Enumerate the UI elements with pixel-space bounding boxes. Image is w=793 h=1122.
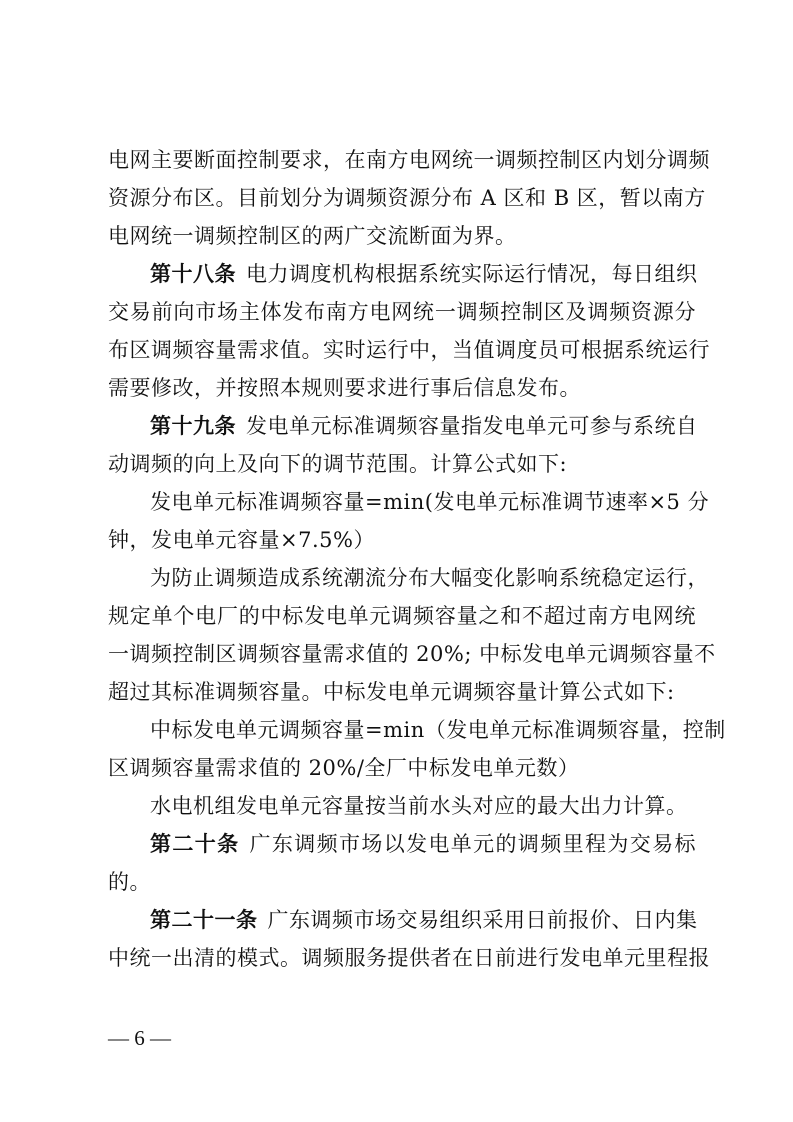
article-heading-line [150, 829, 696, 859]
paragraph-line [108, 601, 696, 631]
article-heading-line [150, 905, 696, 935]
line-text: 电网主要断面控制要求，在南方电网统一调频控制区内划分调频 [108, 148, 710, 172]
formula-line [108, 753, 696, 783]
line-text: 的。 [108, 870, 151, 894]
paragraph-line [108, 677, 696, 707]
paragraph-line [150, 791, 696, 821]
line-text: 广东调频市场以发电单元的调频里程为交易标 [249, 832, 697, 856]
line-text: 超过其标准调频容量。中标发电单元调频容量计算公式如下: [108, 680, 675, 704]
paragraph-line [108, 373, 696, 403]
paragraph-line [108, 297, 696, 327]
line-text: 广东调频市场交易组织采用日前报价、日内集 [267, 908, 698, 932]
paragraph-line [108, 867, 696, 897]
paragraph-line [108, 335, 710, 365]
paragraph-line [108, 221, 696, 251]
page-number: — 6 — [108, 1026, 171, 1050]
paragraph-line [108, 183, 706, 213]
line-text: 电力调度机构根据系统实际运行情况，每日组织 [246, 262, 698, 286]
line-text: 区调频容量需求值的 20%/全厂中标发电单元数） [108, 756, 580, 780]
line-text: 需要修改，并按照本规则要求进行事后信息发布。 [108, 376, 581, 400]
formula-line [108, 525, 696, 555]
paragraph-line [108, 449, 696, 479]
line-text: 规定单个电厂的中标发电单元调频容量之和不超过南方电网统 [108, 604, 696, 628]
line-text: 中标发电单元调频容量=min（发电单元标准调频容量，控制 [150, 718, 726, 742]
line-text: 发电单元标准调频容量=min(发电单元标准调节速率×5 分 [150, 490, 710, 514]
article-number: 第十九条 [150, 413, 236, 438]
line-text: 一调频控制区调频容量需求值的 20%; 中标发电单元调频容量不 [108, 642, 716, 666]
article-number: 第二十一条 [150, 907, 258, 932]
article-number: 第十八条 [150, 261, 236, 286]
line-text: 水电机组发电单元容量按当前水头对应的最大出力计算。 [150, 794, 688, 818]
line-text: 中统一出清的模式。调频服务提供者在日前进行发电单元里程报 [108, 946, 710, 970]
line-text: 动调频的向上及向下的调节范围。计算公式如下: [108, 452, 568, 476]
paragraph-line [108, 145, 710, 175]
formula-line [150, 715, 726, 745]
paragraph-line [108, 943, 710, 973]
paragraph-line [150, 563, 709, 593]
formula-line [150, 487, 710, 517]
line-text: 为防止调频造成系统潮流分布大幅变化影响系统稳定运行， [150, 566, 709, 590]
line-text: 资源分布区。目前划分为调频资源分布 A 区和 B 区，暂以南方 [108, 186, 706, 210]
line-text: 布区调频容量需求值。实时运行中，当值调度员可根据系统运行 [108, 338, 710, 362]
article-heading-line [150, 259, 696, 289]
article-number: 第二十条 [150, 831, 240, 856]
line-text: 发电单元标准调频容量指发电单元可参与系统自 [246, 414, 698, 438]
line-text: 钟，发电单元容量×7.5%） [108, 528, 375, 552]
article-heading-line [150, 411, 696, 441]
line-text: 电网统一调频控制区的两广交流断面为界。 [108, 224, 517, 248]
paragraph-line [108, 639, 716, 669]
line-text: 交易前向市场主体发布南方电网统一调频控制区及调频资源分 [108, 300, 696, 324]
